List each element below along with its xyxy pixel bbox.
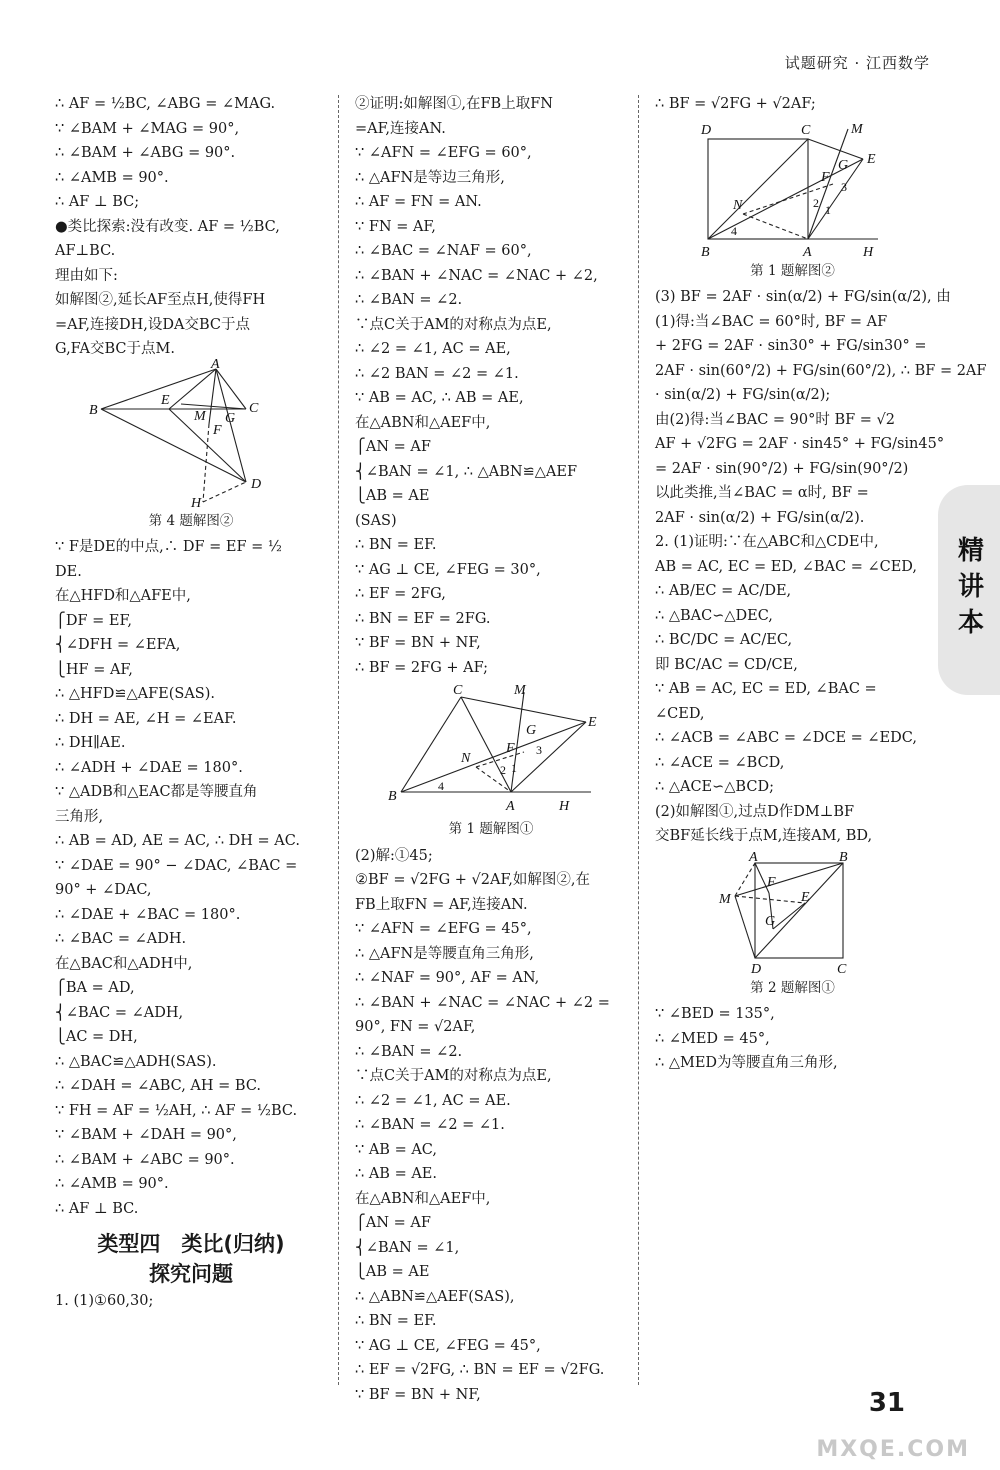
text-block xyxy=(55,92,327,362)
label-C: C xyxy=(836,961,846,977)
geometry-diagram xyxy=(693,119,893,259)
text-line: ⎨∠BAN = ∠1, ∴ △ABN≌△AEF xyxy=(355,463,578,480)
text-line: 即 BC/AC = CD/CE, xyxy=(655,656,798,673)
column-divider xyxy=(338,95,339,1385)
text-line: ⎩AC = DH, xyxy=(55,1029,138,1045)
text-line: ⎩AB = AE xyxy=(355,1264,430,1280)
label-A: A xyxy=(506,799,515,814)
section-title-line: 类型四 类比(归纳) xyxy=(97,1232,285,1256)
label-B: B xyxy=(700,244,710,260)
text-line: · sin(α/2) + FG/sin(α/2); xyxy=(655,387,831,403)
label-H: H xyxy=(862,244,873,260)
text-line: ∴ BF = √2FG + √2AF; xyxy=(655,96,816,112)
label-A: A xyxy=(802,244,812,260)
label-M: M xyxy=(718,891,731,907)
text-line: 理由如下: xyxy=(55,267,118,284)
text-line: (2)如解图①,过点D作DM⊥BF xyxy=(655,803,855,820)
text-line: ∵ AB = AC, xyxy=(355,1141,437,1158)
text-line: ∴ AB/EC = AC/DE, xyxy=(655,583,792,599)
text-block xyxy=(655,1002,930,1076)
text-line: ∵ AG ⊥ CE, ∠FEG = 30°, xyxy=(355,561,541,578)
label-N: N xyxy=(732,197,742,213)
figure-caption: 第 2 题解图① xyxy=(750,979,835,996)
angle-4: 4 xyxy=(438,779,444,793)
text-line: ∴ ∠2 BAN = ∠2 = ∠1. xyxy=(355,365,519,382)
text-line: ∴ BC/DC = AC/EC, xyxy=(655,632,793,648)
text-line: ⎧DF = EF, xyxy=(55,612,132,629)
text-line: ∴ ∠BAN = ∠2. xyxy=(355,1043,463,1060)
figure-1-solution-2 xyxy=(655,119,930,284)
text-line: ⎨∠DFH = ∠EFA, xyxy=(55,637,181,653)
text-line: ∵ AB = AC, EC = ED, ∠BAC = xyxy=(655,681,877,697)
column-divider xyxy=(638,95,639,1385)
label-C: C xyxy=(453,683,463,698)
figure-caption: 第 1 题解图① xyxy=(448,821,534,837)
label-G: G xyxy=(526,723,537,738)
text-line: ∴ AF = FN = AN. xyxy=(355,194,482,210)
text-line: ∴ △AFN是等腰直角三角形, xyxy=(355,945,534,962)
label-F: F xyxy=(820,169,830,185)
label-G: G xyxy=(764,913,775,929)
text-line: ∵ ∠BED = 135°, xyxy=(655,1006,775,1022)
text-line: ∴ △ABN≌△AEF(SAS), xyxy=(355,1288,515,1305)
text-line: ∵ BF = BN + NF, xyxy=(355,1386,481,1403)
text-line: ∴ DH∥AE. xyxy=(55,735,126,751)
side-tab xyxy=(938,485,1000,695)
text-line: ∴ ∠AMB = 90°. xyxy=(55,1176,169,1192)
text-line: =AF,连接AN. xyxy=(355,120,446,137)
text-line: 在△ABN和△AEF中, xyxy=(355,414,491,431)
text-line: ∵ ∠AFN = ∠EFG = 45°, xyxy=(355,921,532,937)
text-line: G,FA交BC于点M. xyxy=(55,341,175,357)
text-line: ∴ ∠BAC = ∠ADH. xyxy=(55,931,187,947)
angle-1: 1 xyxy=(824,202,831,217)
text-line: ∴ ∠BAC = ∠NAF = 60°, xyxy=(355,243,532,259)
label-E: E xyxy=(588,715,597,730)
text-line: ∴ AF ⊥ BC. xyxy=(55,1200,139,1217)
label-G: G xyxy=(837,157,848,173)
text-line: (3) BF = 2AF · sin(α/2) + FG/sin(α/2), 由 xyxy=(655,289,951,305)
text-line: ∴ BN = EF. xyxy=(355,537,437,553)
text-line: ∠CED, xyxy=(655,705,705,722)
text-line: ∴ ∠2 = ∠1, AC = AE, xyxy=(355,341,511,357)
text-line: ⎨∠BAN = ∠1, xyxy=(355,1239,460,1256)
label-H: H xyxy=(191,495,202,511)
text-line: ∵ ∠AFN = ∠EFG = 60°, xyxy=(355,145,532,161)
page-number: 31 xyxy=(868,1388,905,1418)
text-line: DE. xyxy=(55,563,82,580)
text-line: (1)得:当∠BAC = 60°时, BF = AF xyxy=(655,313,888,330)
figure-2-solution-1 xyxy=(655,851,930,1001)
text-line: ∴ AB = AD, AE = AC, ∴ DH = AC. xyxy=(55,833,300,849)
label-B: B xyxy=(89,402,98,418)
text-line: AB = AC, EC = ED, ∠BAC = ∠CED, xyxy=(655,558,918,575)
text-line: FB上取FN = AF,连接AN. xyxy=(355,896,528,913)
section-title xyxy=(55,1229,327,1289)
text-line: ∴ ∠2 = ∠1, AC = AE. xyxy=(355,1092,511,1109)
figure-caption: 第 4 题解图② xyxy=(148,512,234,529)
text-line: ∴ ∠ADH + ∠DAE = 180°. xyxy=(55,759,243,776)
section-title-line: 探究问题 xyxy=(149,1262,233,1286)
angle-3: 3 xyxy=(840,179,847,194)
label-G: G xyxy=(225,410,236,426)
text-line: =AF,连接DH,设DA交BC于点 xyxy=(55,316,251,333)
label-E: E xyxy=(161,392,170,408)
label-B: B xyxy=(838,849,848,865)
text-line: ∴ ∠MED = 45°, xyxy=(655,1030,770,1047)
text-line: ∵点C关于AM的对称点为点E, xyxy=(355,1068,552,1084)
text-line: 三角形, xyxy=(55,808,104,825)
text-line: ∴ EF = 2FG, xyxy=(355,586,446,602)
column-1 xyxy=(55,92,327,1314)
text-line: ⎩HF = AF, xyxy=(55,661,133,678)
text-line: ∴ ∠NAF = 90°, AF = AN, xyxy=(355,970,540,986)
text-line: AF⊥BC. xyxy=(55,243,116,259)
label-C: C xyxy=(800,122,810,138)
text-line: AF + √2FG = 2AF · sin45° + FG/sin45° xyxy=(655,436,945,452)
label-F: F xyxy=(213,422,222,438)
text-line: ⎧BA = AD, xyxy=(55,980,135,996)
text-block xyxy=(55,535,327,1221)
label-H: H xyxy=(559,799,570,814)
text-line: ∵点C关于AM的对称点为点E, xyxy=(355,316,552,333)
angle-4: 4 xyxy=(730,223,737,238)
angle-2: 2 xyxy=(812,195,819,210)
text-line: ∴ AF ⊥ BC; xyxy=(55,194,140,210)
text-line: 由(2)得:当∠BAC = 90°时 BF = √2 xyxy=(655,411,896,428)
figure-caption: 第 1 题解图② xyxy=(750,262,835,279)
text-line: ∴ △AFN是等边三角形, xyxy=(355,169,505,186)
angle-2: 2 xyxy=(500,763,506,777)
text-line: 如解图②,延长AF至点H,使得FH xyxy=(55,292,266,308)
text-block xyxy=(355,844,627,1408)
label-M: M xyxy=(514,683,526,698)
page-header: 试题研究 · 江西数学 xyxy=(784,54,930,72)
text-line: ∴ BN = EF = 2FG. xyxy=(355,610,491,627)
text-line: 2AF · sin(α/2) + FG/sin(α/2). xyxy=(655,509,865,526)
text-line: ∵ F是DE的中点,∴ DF = EF = ½ xyxy=(55,539,282,555)
label-B: B xyxy=(388,789,397,804)
text-line: ∴ AB = AE. xyxy=(355,1166,437,1182)
label-E: E xyxy=(866,151,876,167)
text-line: ∴ ∠ACB = ∠ABC = ∠DCE = ∠EDC, xyxy=(655,730,917,746)
text-line: 2. (1)证明:∵在△ABC和△CDE中, xyxy=(655,534,879,550)
text-line: 2AF · sin(60°/2) + FG/sin(60°/2), ∴ BF = 2AF xyxy=(655,362,987,379)
text-line: 在△BAC和△ADH中, xyxy=(55,955,193,972)
text-line: ∴ BN = EF. xyxy=(355,1313,437,1329)
text-line: ②证明:如解图①,在FB上取FN xyxy=(355,96,553,112)
text-line: ∵ FH = AF = ½AH, ∴ AF = ½BC. xyxy=(55,1102,298,1119)
text-line: ∵ ∠BAM + ∠DAH = 90°, xyxy=(55,1127,237,1143)
text-line: ∵ △ADB和△EAC都是等腰直角 xyxy=(55,784,258,800)
text-line: ∴ △MED为等腰直角三角形, xyxy=(655,1055,838,1071)
angle-1: 1 xyxy=(511,761,517,775)
text-line: 以此类推,当∠BAC = α时, BF = xyxy=(655,485,869,501)
text-line: ∴ ∠BAN = ∠2 = ∠1. xyxy=(355,1117,505,1133)
text-line: ∴ ∠DAH = ∠ABC, AH = BC. xyxy=(55,1078,262,1094)
text-line: ∴ △HFD≌△AFE(SAS). xyxy=(55,686,215,702)
geometry-diagram xyxy=(713,851,873,976)
angle-3: 3 xyxy=(536,743,542,757)
text-line: ∴ EF = √2FG, ∴ BN = EF = √2FG. xyxy=(355,1362,605,1378)
side-tab-label: 精讲本 xyxy=(953,536,984,644)
text-line: (2)解:①45; xyxy=(355,847,433,864)
text-line: ∵ AB = AC, ∴ AB = AE, xyxy=(355,390,524,406)
text-line: ⎨∠BAC = ∠ADH, xyxy=(55,1004,184,1021)
text-line: ⎩AB = AE xyxy=(355,488,430,504)
label-D: D xyxy=(750,961,761,977)
text-line: ∴ ∠ACE = ∠BCD, xyxy=(655,754,785,771)
figure-1-solution-1 xyxy=(355,682,627,842)
text-line: 在△ABN和△AEF中, xyxy=(355,1190,491,1207)
text-line: ②BF = √2FG + √2AF,如解图②,在 xyxy=(355,872,591,888)
label-M: M xyxy=(850,121,863,137)
label-M: M xyxy=(194,408,206,424)
label-N: N xyxy=(461,751,471,766)
text-line: ∴ ∠BAM + ∠ABC = 90°. xyxy=(55,1151,235,1168)
label-C: C xyxy=(249,400,259,416)
watermark: MXQE.COM xyxy=(816,1437,970,1462)
label-F: F xyxy=(506,741,515,756)
text-line: 在△HFD和△AFE中, xyxy=(55,588,191,604)
text-line: ∴ ∠BAN + ∠NAC = ∠NAC + ∠2, xyxy=(355,267,598,284)
text-line: ∴ ∠BAM + ∠ABG = 90°. xyxy=(55,145,236,161)
text-line: + 2FG = 2AF · sin30° + FG/sin30° = xyxy=(655,338,927,354)
figure-4-solution-2 xyxy=(55,356,327,534)
label-A: A xyxy=(748,849,758,865)
answer-line: 1. (1)①60,30; xyxy=(55,1293,154,1309)
label-E: E xyxy=(800,889,810,905)
text-line: ∵ ∠DAE = 90° − ∠DAC, ∠BAC = xyxy=(55,857,298,874)
text-line: ∵ FN = AF, xyxy=(355,218,436,235)
text-line: ∴ ∠DAE + ∠BAC = 180°. xyxy=(55,906,241,923)
label-F: F xyxy=(766,874,776,890)
text-line: ∴ AF = ½BC, ∠ABG = ∠MAG. xyxy=(55,96,276,112)
text-line: ⎧AN = AF xyxy=(355,1215,431,1231)
geometry-diagram xyxy=(89,356,291,511)
text-line: 90°, FN = √2AF, xyxy=(355,1019,476,1035)
text-line: ⎧AN = AF xyxy=(355,439,431,455)
text-line: = 2AF · sin(90°/2) + FG/sin(90°/2) xyxy=(655,460,909,477)
text-line: ●类比探索:没有改变. AF = ½BC, xyxy=(55,218,280,235)
text-line: 交BF延长线于点M,连接AM, BD, xyxy=(655,828,873,844)
column-2 xyxy=(355,92,627,1407)
text-line: ∴ △BAC≌△ADH(SAS). xyxy=(55,1053,217,1070)
text-line: ∴ △BAC∽△DEC, xyxy=(655,607,773,624)
text-line: ∴ ∠BAN = ∠2. xyxy=(355,292,463,308)
geometry-diagram xyxy=(386,682,596,817)
label-D: D xyxy=(251,476,262,492)
text-line: ∵ BF = BN + NF, xyxy=(355,635,481,651)
text-line: ∵ ∠BAM + ∠MAG = 90°, xyxy=(55,120,240,137)
text-line: (SAS) xyxy=(355,512,397,529)
text-line: ∴ △ACE∽△BCD; xyxy=(655,779,774,795)
text-line: ∵ AG ⊥ CE, ∠FEG = 45°, xyxy=(355,1337,541,1354)
text-line: ∴ BF = 2FG + AF; xyxy=(355,659,489,676)
text-line: ∴ ∠BAN + ∠NAC = ∠NAC + ∠2 = xyxy=(355,994,610,1011)
label-A: A xyxy=(211,356,220,372)
text-line: 90° + ∠DAC, xyxy=(55,882,152,898)
text-block xyxy=(355,92,627,680)
text-line: ∴ DH = AE, ∠H = ∠EAF. xyxy=(55,710,237,727)
text-line: ∴ ∠AMB = 90°. xyxy=(55,169,169,186)
label-D: D xyxy=(700,122,711,138)
